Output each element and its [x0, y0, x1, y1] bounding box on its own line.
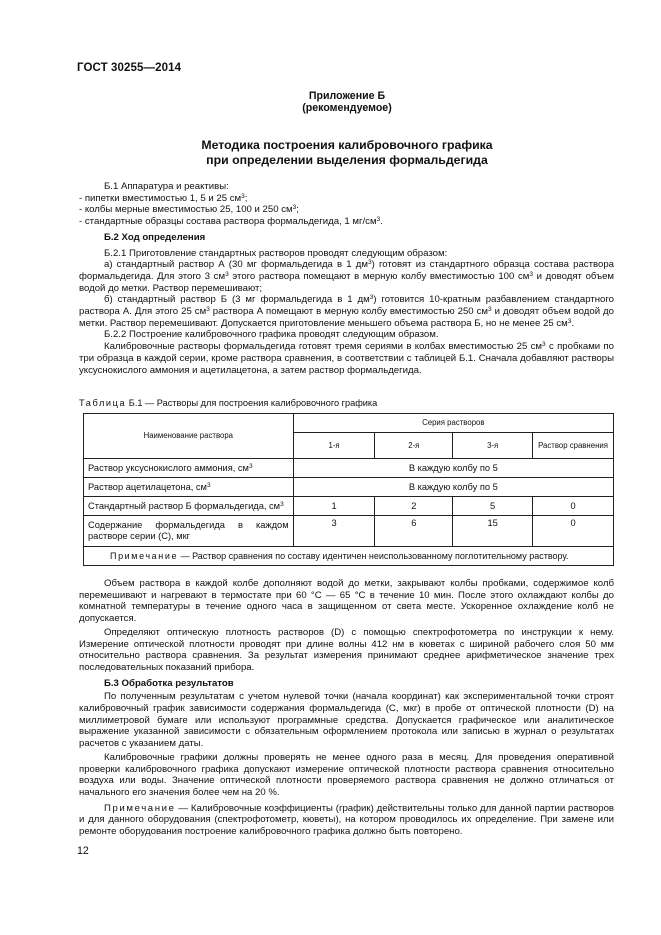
b2-item-b: б) стандартный раствор Б (3 мг формальдегида в 1 $дм^3$) готовится 10-кратным разбавлением стандартного раствора А. Для этого 25 $см^3$ раствора А помещают в мерную колбу вместимостью 250 $см^3$ и доводят объем водой до метки. Раствор перемешивают. Допускается приготовление меньшего объема раствора Б, но не менее 25 $см^3$.: [79, 294, 614, 329]
table-row: [84, 459, 614, 478]
table-subheader: 1-я: [293, 433, 375, 459]
cell-value: 1: [293, 497, 375, 516]
paragraph: Калибровочные графики должны проверять не менее одного раза в месяц. Для проведения оперативной проверки калибровочного графика допускают измерение оптической плотности раствора сравнения относительно воздуха или воды. Значение оптической плотности проверяемого раствора сравнения не должно отличаться от начального его значения более чем на 20 %.: [79, 751, 614, 798]
title-line-1: Методика построения калибровочного графика: [201, 138, 493, 152]
table-note-row: [84, 547, 614, 566]
table-subheader: Раствор сравнения: [533, 433, 614, 459]
section-after-table: [79, 578, 614, 838]
row-merged-value: В каждую колбу по 5: [293, 478, 613, 497]
table-row: [84, 478, 614, 497]
appendix-heading: [77, 90, 617, 114]
b3-heading: Б.3 Обработка результатов: [104, 677, 234, 689]
b2-paragraph: Б.2.1 Приготовление стандартных растворов проводят следующим образом:: [104, 247, 448, 259]
table-note: Примечание — Раствор сравнения по составу идентичен неиспользованному поглотительному раствору.: [84, 547, 614, 566]
table-caption: Таблица Б.1 — Растворы для построения калибровочного графика: [79, 398, 378, 408]
table-row: [84, 516, 614, 547]
section-b1-b2: [79, 181, 614, 376]
table-header-name: Наименование раствора: [84, 414, 294, 459]
standard-header: ГОСТ 30255—2014: [77, 62, 182, 74]
paragraph: По полученным результатам с учетом нулевой точки (начала координат) как экспериментальной точки строят калибровочный график зависимости содержания формальдегида (С, мкг) в пробе от оптической плотности (D) на миллиметровой бумаге или используют программные средства. Допускается графическое или аналитическое выражение указанной зависимости с обязательным оформлением протокола или записью в журнал о результатах расчетов с указанием даты.: [79, 691, 614, 750]
row-name: Раствор уксуснокислого аммония, $см^3$: [84, 459, 294, 478]
b1-heading: Б.1 Аппаратура и реактивы:: [104, 181, 229, 192]
cell-value: 2: [375, 497, 453, 516]
b1-item: - колбы мерные вместимостью 25, 100 и 250 $см^3$;: [79, 204, 299, 216]
title-line-2: при определении выделения формальдегида: [206, 153, 488, 167]
row-name: Раствор ацетилацетона, $см^3$: [84, 478, 294, 497]
b2-paragraph: Б.2.2 Построение калибровочного графика проводят следующим образом.: [104, 329, 439, 341]
b2-heading: Б.2 Ход определения: [104, 231, 206, 243]
table-subheader: 2-я: [375, 433, 453, 459]
cell-value: 0: [533, 516, 614, 547]
cell-value: 3: [293, 516, 375, 547]
row-name: Стандартный раствор Б формальдегида, $см^3$: [84, 497, 294, 516]
paragraph: Объем раствора в каждой колбе дополняют водой до метки, закрывают колбы пробками, содержимое колб перемешивают и нагревают в термостате при 60 °С — 65 °С в течение 10 мин. После этого охлаждают колбы до комнатной температуры в течение одного часа в защищенном от света месте. Ускоренное охлаждение колб не допускается.: [79, 578, 614, 625]
b2-item-a: а) стандартный раствор А (30 мг формальдегида в 1 $дм^3$) готовят из стандартного образца состава раствора формальдегида. Для этого 3 $см^3$ этого раствора помещают в мерную колбу вместимостью 100 $см^3$ и доводят объем водой до метки. Раствор перемешивают;: [79, 259, 615, 294]
cell-value: 6: [375, 516, 453, 547]
b3-note: Примечание — Калибровочные коэффициенты (график) действительны только для данной партии растворов и для данного оборудования (спектрофотометр, кюветы), на котором проводилось их определение. При замене или ремонте оборудования построение калибровочного графика должно быть повторено.: [79, 802, 614, 838]
b2-paragraph: Калибровочные растворы формальдегида готовят тремя сериями в колбах вместимостью 25 $см^3$ с пробками по три образца в каждой серии, кроме раствора сравнения, в соответствии с таблицей Б.1. Сначала добавляют растворы уксуснокислого аммония и ацетилацетона, а затем раствор формальдегида.: [79, 341, 615, 376]
appendix-status: (рекомендуемое): [302, 102, 392, 114]
page-number: 12: [77, 845, 89, 857]
table-row: [84, 497, 614, 516]
cell-value: 15: [453, 516, 533, 547]
table-header-series: Серия растворов: [293, 414, 613, 433]
document-title: [77, 138, 617, 168]
b1-item: - стандартные образцы состава раствора формальдегида, 1 $мг/см^3$.: [79, 216, 383, 228]
paragraph: Определяют оптическую плотность растворов (D) с помощью спектрофотометра по инструкции к нему. Измерение оптической плотности проводят при длине волны 412 нм в кюветах с шириной рабочего слоя 50 мм относительно раствора сравнения. За результат измерения принимают среднее арифметическое значение трех последовательных показаний прибора.: [79, 626, 614, 673]
cell-value: 5: [453, 497, 533, 516]
table-subheader: 3-я: [453, 433, 533, 459]
appendix-title: Приложение Б: [308, 90, 386, 102]
row-merged-value: В каждую колбу по 5: [293, 459, 613, 478]
cell-value: 0: [533, 497, 614, 516]
calibration-table: [83, 413, 614, 566]
b1-item: - пипетки вместимостью 1, 5 и 25 $см^3$;: [79, 192, 248, 204]
row-name: Содержание формальдегида в каждом растворе серии (С), мкг: [84, 516, 294, 547]
